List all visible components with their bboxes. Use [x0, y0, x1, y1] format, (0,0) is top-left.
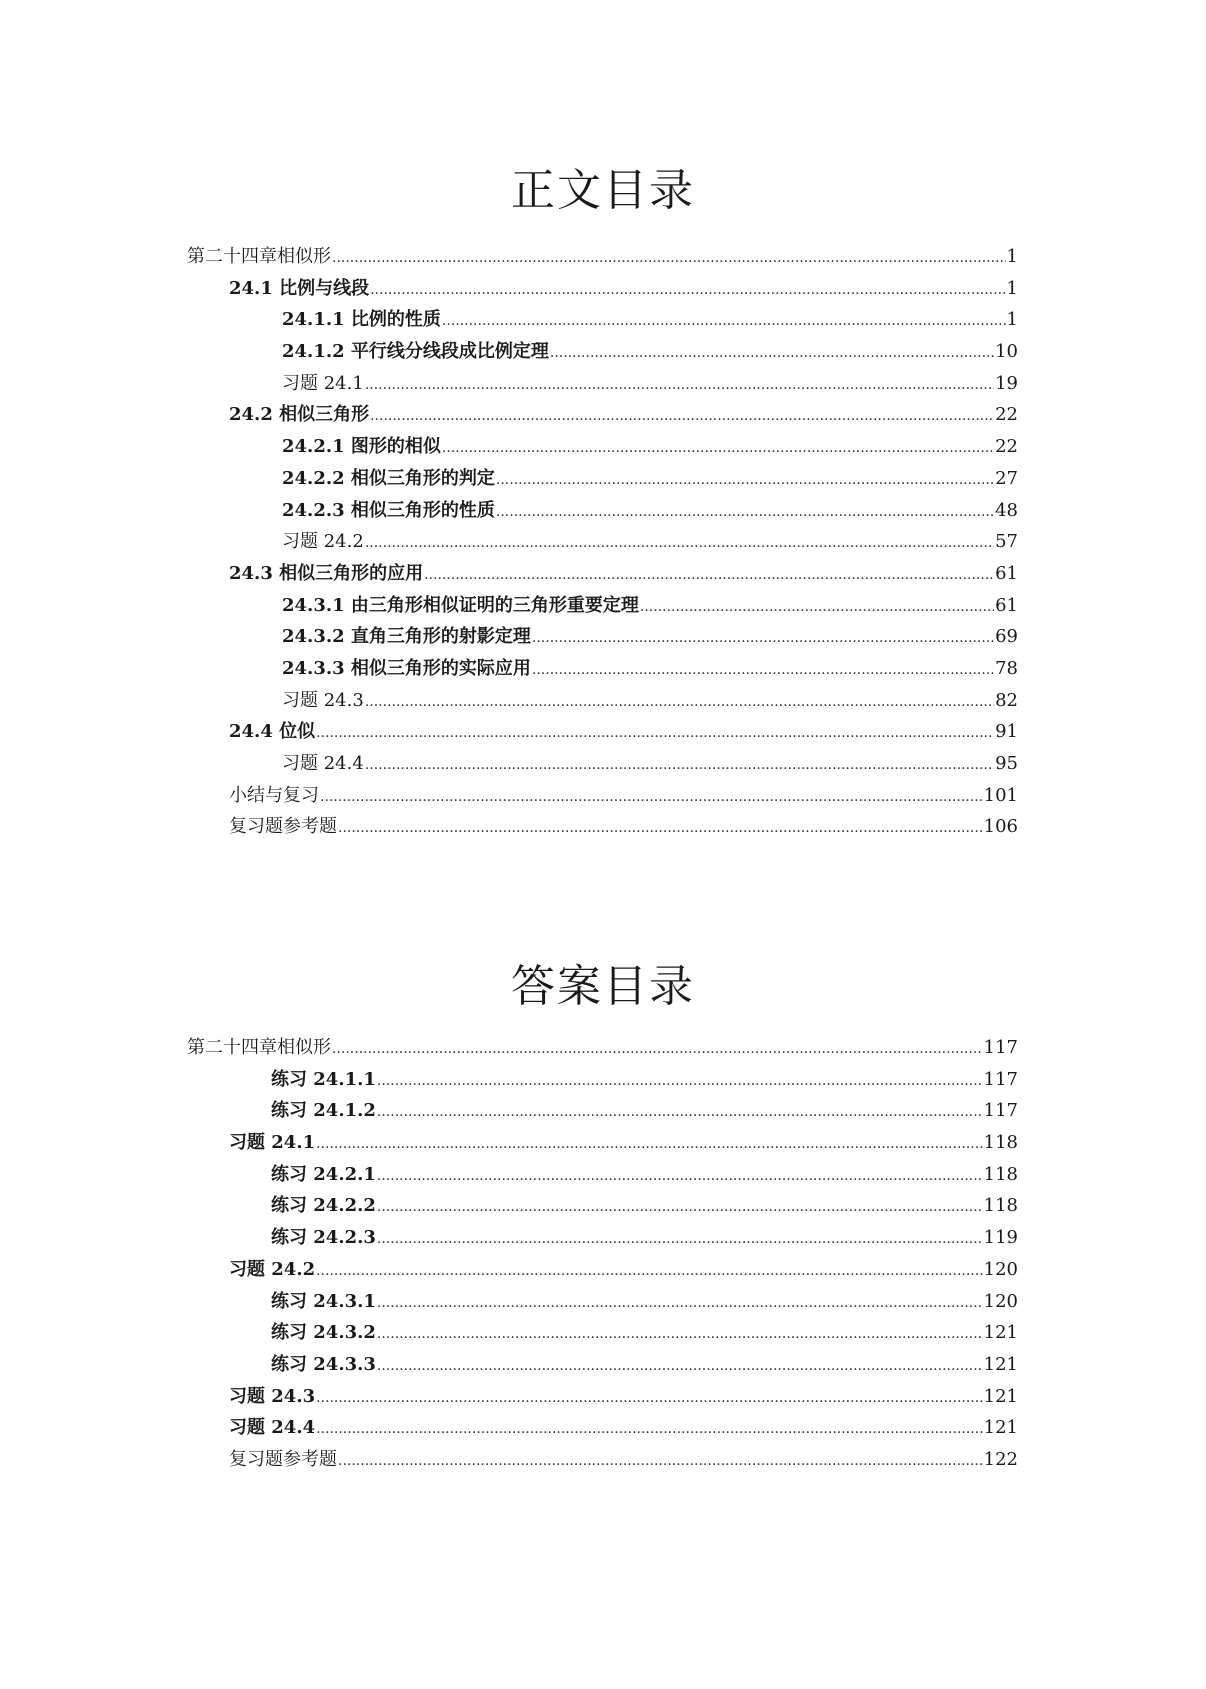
toc-entry-page-number: 121 [983, 1417, 1018, 1439]
toc-entry-page-number: 121 [983, 1385, 1018, 1407]
toc-entry[interactable] [187, 527, 1018, 559]
toc-entry-page-number: 121 [983, 1322, 1018, 1344]
toc-leader-dots [377, 1354, 983, 1375]
toc-entry-page-number: 1 [1006, 246, 1018, 267]
toc-entry-label: 24.3.1 由三角形相似证明的三角形重要定理 [282, 594, 639, 616]
toc-entry-label: 24.4 位似 [229, 721, 316, 743]
toc-entry-label: 24.1.2 平行线分线段成比例定理 [282, 341, 549, 363]
toc-entry[interactable] [187, 1318, 1018, 1350]
toc-entry-label: 复习题参考题 [229, 1448, 337, 1470]
toc-entry-page-number: 10 [995, 341, 1018, 363]
toc-leader-dots [442, 309, 1006, 330]
toc-entry-page-number: 95 [995, 753, 1018, 774]
toc-entry-page-number: 117 [983, 1037, 1018, 1058]
toc-entry[interactable] [187, 559, 1018, 591]
toc-entry-label: 习题 24.3 [229, 1385, 316, 1407]
toc-entry-page-number: 78 [995, 657, 1018, 679]
toc-entry[interactable] [187, 400, 1018, 432]
toc-entry[interactable] [187, 1033, 1018, 1065]
toc-entry[interactable] [187, 1350, 1018, 1382]
toc-entry-label: 24.3.2 直角三角形的射影定理 [282, 626, 531, 648]
toc-entry-page-number: 117 [983, 1068, 1018, 1090]
toc-entry[interactable] [187, 686, 1018, 718]
toc-entry-label: 练习 24.1.1 [271, 1068, 376, 1090]
toc-entry-page-number: 27 [995, 467, 1018, 489]
toc-entry[interactable] [187, 337, 1018, 369]
toc-leader-dots [338, 816, 983, 837]
toc-entry[interactable] [187, 496, 1018, 528]
toc-entry[interactable] [187, 749, 1018, 781]
toc-leader-dots [377, 1227, 983, 1248]
toc-leader-dots [532, 658, 994, 679]
toc-entry-label: 24.3 相似三角形的应用 [229, 562, 424, 584]
toc-leader-dots [320, 785, 983, 806]
toc-entry-page-number: 82 [995, 689, 1018, 711]
toc-entry-label: 24.1 比例与线段 [229, 277, 370, 299]
toc-entry-label: 第二十四章相似形 [187, 246, 331, 267]
toc-entry[interactable] [187, 1191, 1018, 1223]
toc-entry-page-number: 1 [1006, 277, 1018, 299]
toc-entry-page-number: 19 [995, 372, 1018, 394]
toc-entry-label: 小结与复习 [229, 784, 319, 806]
toc-leader-dots [550, 341, 994, 362]
toc-entry-label: 习题 24.2 [282, 531, 364, 553]
toc-leader-dots [365, 531, 994, 552]
toc-entry-label: 练习 24.2.1 [271, 1163, 376, 1185]
toc-entry[interactable] [187, 812, 1018, 844]
toc-entry[interactable] [187, 622, 1018, 654]
toc-entry-page-number: 122 [983, 1448, 1018, 1470]
toc-entry-label: 24.2.3 相似三角形的性质 [282, 499, 495, 521]
toc-entry-label: 24.3.3 相似三角形的实际应用 [282, 657, 531, 679]
main-toc-list [187, 242, 1018, 844]
toc-entry-page-number: 69 [995, 626, 1018, 648]
toc-leader-dots [532, 626, 994, 647]
toc-entry[interactable] [187, 717, 1018, 749]
toc-entry-page-number: 118 [983, 1132, 1018, 1154]
toc-entry[interactable] [187, 464, 1018, 496]
answer-toc-section [0, 958, 1206, 1470]
toc-entry-page-number: 91 [995, 721, 1018, 743]
toc-entry-label: 练习 24.3.2 [271, 1322, 376, 1344]
answer-toc-title: 答案目录 [511, 961, 695, 1012]
toc-leader-dots [370, 404, 994, 425]
toc-entry-label: 习题 24.1 [229, 1132, 316, 1154]
toc-entry[interactable] [187, 1065, 1018, 1097]
toc-entry[interactable] [187, 1160, 1018, 1192]
toc-entry-label: 练习 24.2.3 [271, 1227, 376, 1249]
toc-entry-page-number: 118 [983, 1163, 1018, 1185]
toc-entry-label: 练习 24.1.2 [271, 1100, 376, 1122]
toc-entry[interactable] [187, 432, 1018, 464]
toc-entry-label: 习题 24.4 [229, 1417, 316, 1439]
toc-leader-dots [332, 246, 1006, 267]
main-toc-section [0, 162, 1206, 838]
toc-entry-page-number: 22 [995, 436, 1018, 458]
toc-leader-dots [365, 753, 994, 774]
toc-leader-dots [332, 1037, 983, 1058]
toc-entry-page-number: 22 [995, 404, 1018, 426]
toc-entry[interactable] [187, 1255, 1018, 1287]
toc-leader-dots [316, 1417, 983, 1438]
answer-toc-list [187, 1033, 1018, 1477]
toc-leader-dots [316, 1132, 983, 1153]
toc-entry-page-number: 1 [1006, 309, 1018, 331]
toc-leader-dots [365, 373, 994, 394]
toc-leader-dots [496, 500, 994, 521]
toc-entry-label: 24.2.2 相似三角形的判定 [282, 467, 495, 489]
toc-entry-label: 练习 24.3.1 [271, 1290, 376, 1312]
toc-entry[interactable] [187, 1223, 1018, 1255]
toc-entry-page-number: 121 [983, 1353, 1018, 1375]
toc-entry-label: 习题 24.4 [282, 753, 364, 774]
toc-leader-dots [424, 563, 994, 584]
toc-entry[interactable] [187, 1096, 1018, 1128]
toc-entry-label: 习题 24.3 [282, 689, 364, 711]
toc-leader-dots [377, 1164, 983, 1185]
toc-entry[interactable] [187, 781, 1018, 813]
toc-entry[interactable] [187, 305, 1018, 337]
toc-leader-dots [338, 1449, 983, 1470]
toc-entry-page-number: 118 [983, 1195, 1018, 1217]
toc-entry-page-number: 120 [983, 1290, 1018, 1312]
main-toc-title: 正文目录 [511, 165, 695, 216]
toc-entry-label: 习题 24.1 [282, 372, 364, 394]
toc-entry-page-number: 61 [995, 594, 1018, 616]
toc-entry[interactable] [187, 1287, 1018, 1319]
toc-entry-label: 24.1.1 比例的性质 [282, 309, 441, 331]
toc-entry-page-number: 120 [983, 1258, 1018, 1280]
toc-entry-label: 练习 24.3.3 [271, 1353, 376, 1375]
toc-entry-label: 练习 24.2.2 [271, 1195, 376, 1217]
toc-leader-dots [370, 278, 1005, 299]
toc-entry[interactable] [187, 591, 1018, 623]
toc-entry-page-number: 101 [983, 784, 1018, 806]
toc-leader-dots [316, 721, 994, 742]
toc-entry-page-number: 119 [983, 1227, 1018, 1249]
toc-entry-page-number: 106 [983, 816, 1018, 838]
toc-entry[interactable] [187, 369, 1018, 401]
toc-entry-page-number: 61 [995, 562, 1018, 584]
toc-entry-label: 复习题参考题 [229, 816, 337, 838]
toc-entry[interactable] [187, 654, 1018, 686]
toc-entry[interactable] [187, 1413, 1018, 1445]
toc-entry-label: 第二十四章相似形 [187, 1037, 331, 1058]
toc-entry-label: 24.2.1 图形的相似 [282, 436, 441, 458]
toc-leader-dots [442, 436, 994, 457]
toc-leader-dots [377, 1100, 983, 1121]
toc-leader-dots [496, 468, 994, 489]
toc-entry-label: 24.2 相似三角形 [229, 404, 370, 426]
toc-leader-dots [377, 1291, 983, 1312]
toc-entry[interactable] [187, 274, 1018, 306]
toc-entry[interactable] [187, 1128, 1018, 1160]
toc-leader-dots [316, 1386, 983, 1407]
toc-entry-page-number: 117 [983, 1100, 1018, 1122]
toc-entry-label: 习题 24.2 [229, 1258, 316, 1280]
toc-leader-dots [316, 1259, 983, 1280]
toc-entry[interactable] [187, 1382, 1018, 1414]
toc-leader-dots [377, 1195, 983, 1216]
toc-leader-dots [640, 595, 994, 616]
toc-leader-dots [377, 1069, 983, 1090]
toc-leader-dots [377, 1322, 983, 1343]
toc-leader-dots [365, 690, 994, 711]
toc-entry[interactable] [187, 1445, 1018, 1477]
toc-entry-page-number: 57 [995, 531, 1018, 553]
toc-entry-page-number: 48 [995, 499, 1018, 521]
toc-entry[interactable] [187, 242, 1018, 274]
